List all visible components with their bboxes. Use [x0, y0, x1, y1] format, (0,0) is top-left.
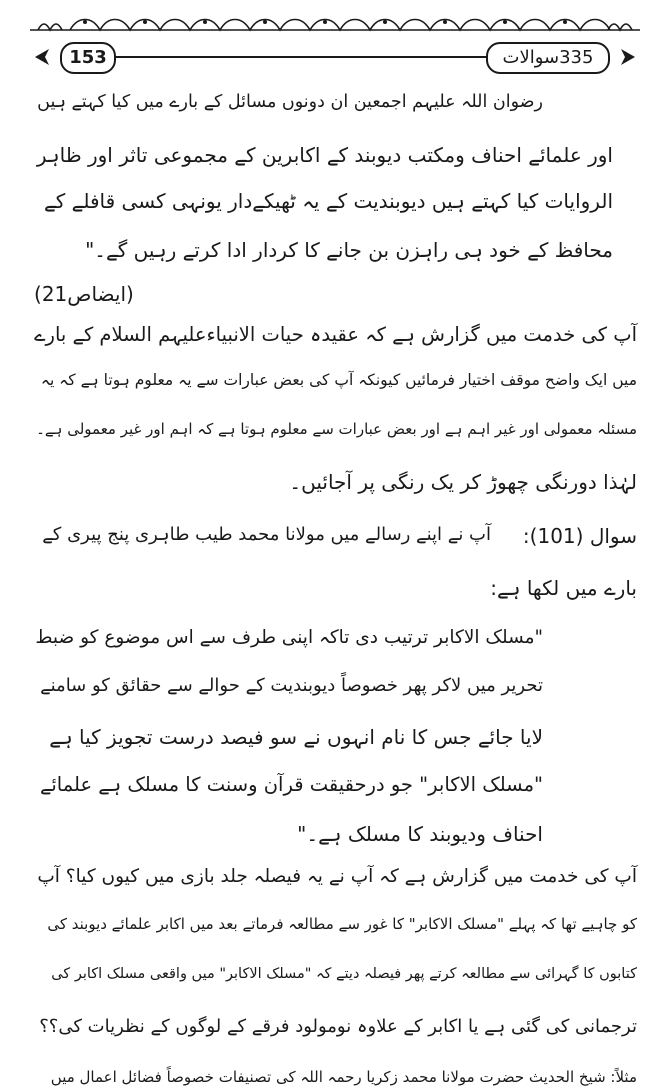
question-text: آپ نے اپنے رسالے میں مولانا محمد طیب طاہری پنج پیری کے	[42, 524, 491, 545]
question-text: بارے میں لکھا ہے:	[490, 576, 637, 600]
paragraph-line: کتابوں کا گہرائی سے مطالعہ کرتے پھر فیصلہ دیتے کہ "مسلک الاکابر" میں واقعی مسلک اکابر کی	[51, 966, 637, 982]
page-number: 153	[60, 42, 116, 74]
quote-line: الروایات کیا کہتے ہیں دیوبندیت کے یہ ٹھیکےدار یونہی کسی قافلے کے	[44, 189, 613, 213]
partial-line: مثلاً: شیخ الحدیث حضرت مولانا محمد زکریا رحمہ اللہ کی تصنیفات خصوصاً فضائل اعمال میں	[50, 1068, 637, 1086]
arrow-right-icon	[620, 48, 636, 66]
paragraph-line: آپ کی خدمت میں گزارش ہے کہ عقیدہ حیات الانبیاءعلیہم السلام کے بارے	[34, 323, 637, 346]
paragraph-line: لہٰذا دورنگی چھوڑ کر یک رنگی پر آجائیں۔	[289, 470, 637, 494]
paragraph-line: آپ کی خدمت میں گزارش ہے کہ آپ نے یہ فیصلہ جلد بازی میں کیوں کیا؟ آپ	[37, 866, 637, 887]
quote-line: "مسلک الاکابر" جو درحقیقت قرآن وسنت کا مسلک ہے علمائے	[39, 773, 543, 796]
quote-line: محافظ کے خود ہی راہزن بن جانے کا کردار ادا کرتے رہیں گے۔"	[85, 238, 613, 262]
quote-line: رضوان اللہ علیہم اجمعین ان دونوں مسائل کے بارے میں کیا کہتے ہیں	[37, 92, 543, 112]
ornamental-border-icon	[30, 14, 640, 36]
quote-line: لایا جائے جس کا نام انہوں نے سو فیصد درست تجویز کیا ہے	[49, 725, 543, 749]
quote-line: تحریر میں لاکر پھر خصوصاً دیوبندیت کے حوالے سے حقائق کو سامنے	[40, 675, 543, 696]
paragraph-line: میں ایک واضح موقف اختیار فرمائیں کیونکہ آپ کی بعض عبارات سے یہ معلوم ہوتا ہے کہ یہ	[40, 371, 637, 389]
paragraph-line: مسئلہ معمولی اور غیر اہم ہے اور بعض عبارات سے معلوم ہوتا ہے کہ اہم اور غیر معمولی ہے۔	[36, 420, 637, 438]
book-title: 335سوالات	[486, 42, 610, 74]
arrow-left-icon	[34, 48, 50, 66]
paragraph-line: کو چاہیے تھا کہ پہلے "مسلک الاکابر" کا غور سے مطالعہ فرماتے بعد میں اکابر علمائے دیوبند کی	[47, 915, 637, 933]
paragraph-line: ترجمانی کی گئی ہے یا اکابر کے علاوہ نومولود فرقے کے لوگوں کے نظریات کی؟؟	[39, 1016, 637, 1037]
quote-line: اور علمائے احناف ومکتب دیوبند کے اکابرین کے مجموعی تاثر اور ظاہر	[36, 143, 613, 167]
quote-line: احناف ودیوبند کا مسلک ہے۔"	[297, 822, 543, 846]
question-label: سوال (101):	[522, 524, 637, 548]
reference-note: (ایضاص21)	[34, 282, 134, 306]
quote-line: "مسلک الاکابر ترتیب دی تاکہ اپنی طرف سے اس موضوع کو ضبط	[35, 627, 543, 648]
page-header	[30, 40, 640, 74]
